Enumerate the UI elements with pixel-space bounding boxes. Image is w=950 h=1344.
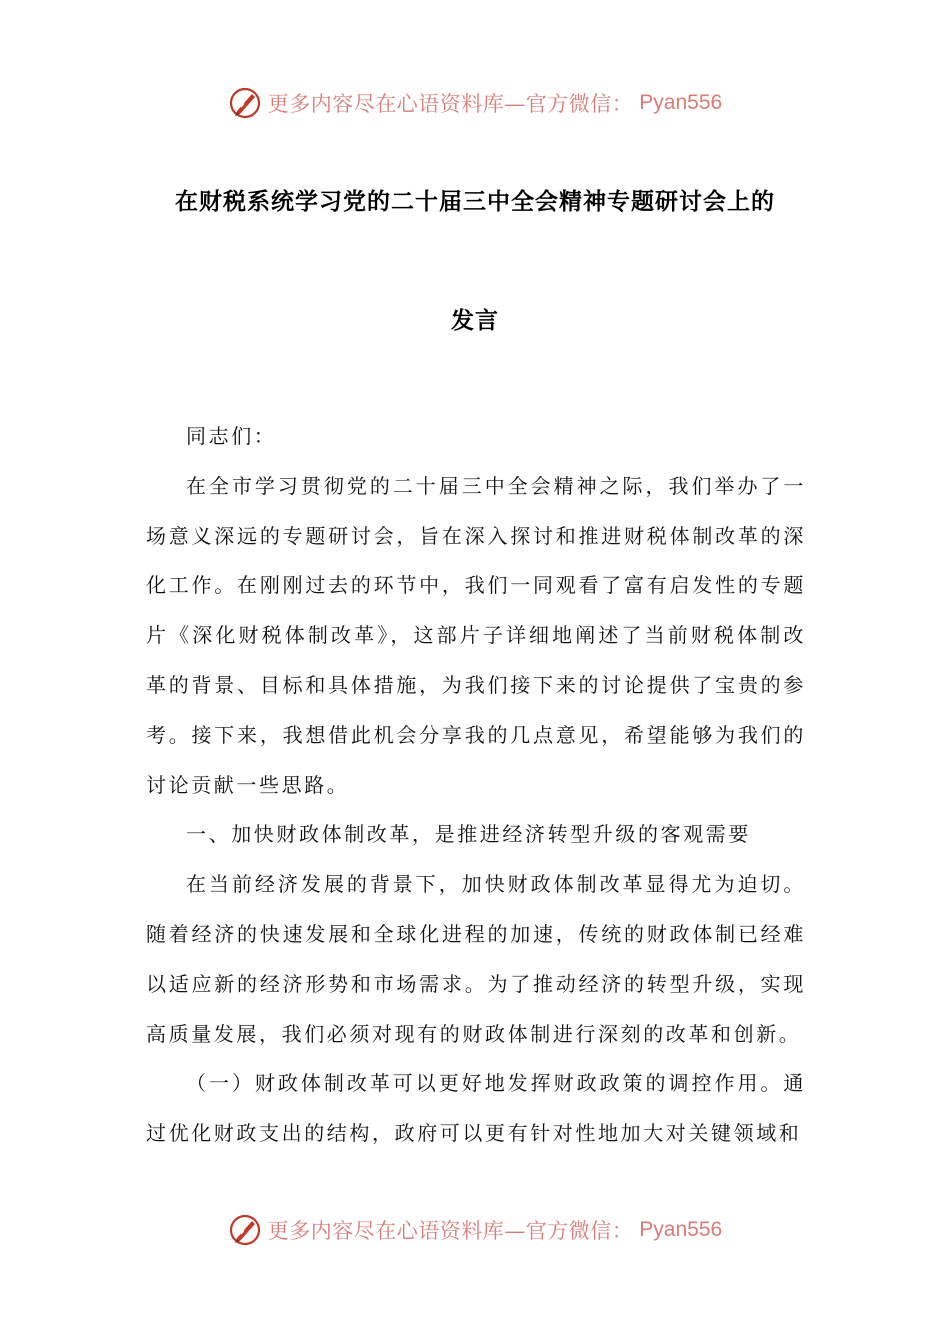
document-title-line-1: 在财税系统学习党的二十届三中全会精神专题研讨会上的: [175, 188, 775, 215]
pen-seal-icon: [228, 1213, 262, 1247]
paragraph-section-1: 在当前经济发展的背景下，加快财政体制改革显得尤为迫切。随着经济的快速发展和全球化进程的加速，传统的财政体制已经难以适应新的经济形势和市场需求。为了推动经济的转型升级，实现高质量发展，我们必须对现有的财政体制进行深刻的改革和创新。: [146, 872, 806, 1046]
pen-seal-icon: [228, 86, 262, 120]
paragraph-greeting: 同志们：: [186, 424, 277, 448]
paragraph-subsection-1: （一）财政体制改革可以更好地发挥财政政策的调控作用。通过优化财政支出的结构，政府可以更有针对性地加大对关键领域和: [146, 1071, 806, 1146]
watermark-wechat-id: Pyan556: [639, 1218, 723, 1241]
watermark-text: 更多内容尽在心语资料库—官方微信：: [267, 1219, 634, 1243]
document-title-line-2: 发言: [451, 307, 499, 334]
paragraph-intro: 在全市学习贯彻党的二十届三中全会精神之际，我们举办了一场意义深远的专题研讨会，旨在深入探讨和推进财税体制改革的深化工作。在刚刚过去的环节中，我们一同观看了富有启发性的专题片《深化财税体制改革》，这部片子详细地阐述了当前财税体制改革的背景、目标和具体措施，为我们接下来的讨论提供了宝贵的参考。接下来，我想借此机会分享我的几点意见，希望能够为我们的讨论贡献一些思路。: [146, 473, 806, 797]
watermark-text: 更多内容尽在心语资料库—官方微信：: [267, 92, 634, 116]
watermark-footer: [0, 1210, 950, 1250]
watermark-wechat-id: Pyan556: [639, 91, 723, 114]
watermark-header: [0, 83, 950, 123]
section-heading-1: 一、加快财政体制改革，是推进经济转型升级的客观需要: [186, 822, 751, 847]
document-body: [146, 412, 806, 1159]
